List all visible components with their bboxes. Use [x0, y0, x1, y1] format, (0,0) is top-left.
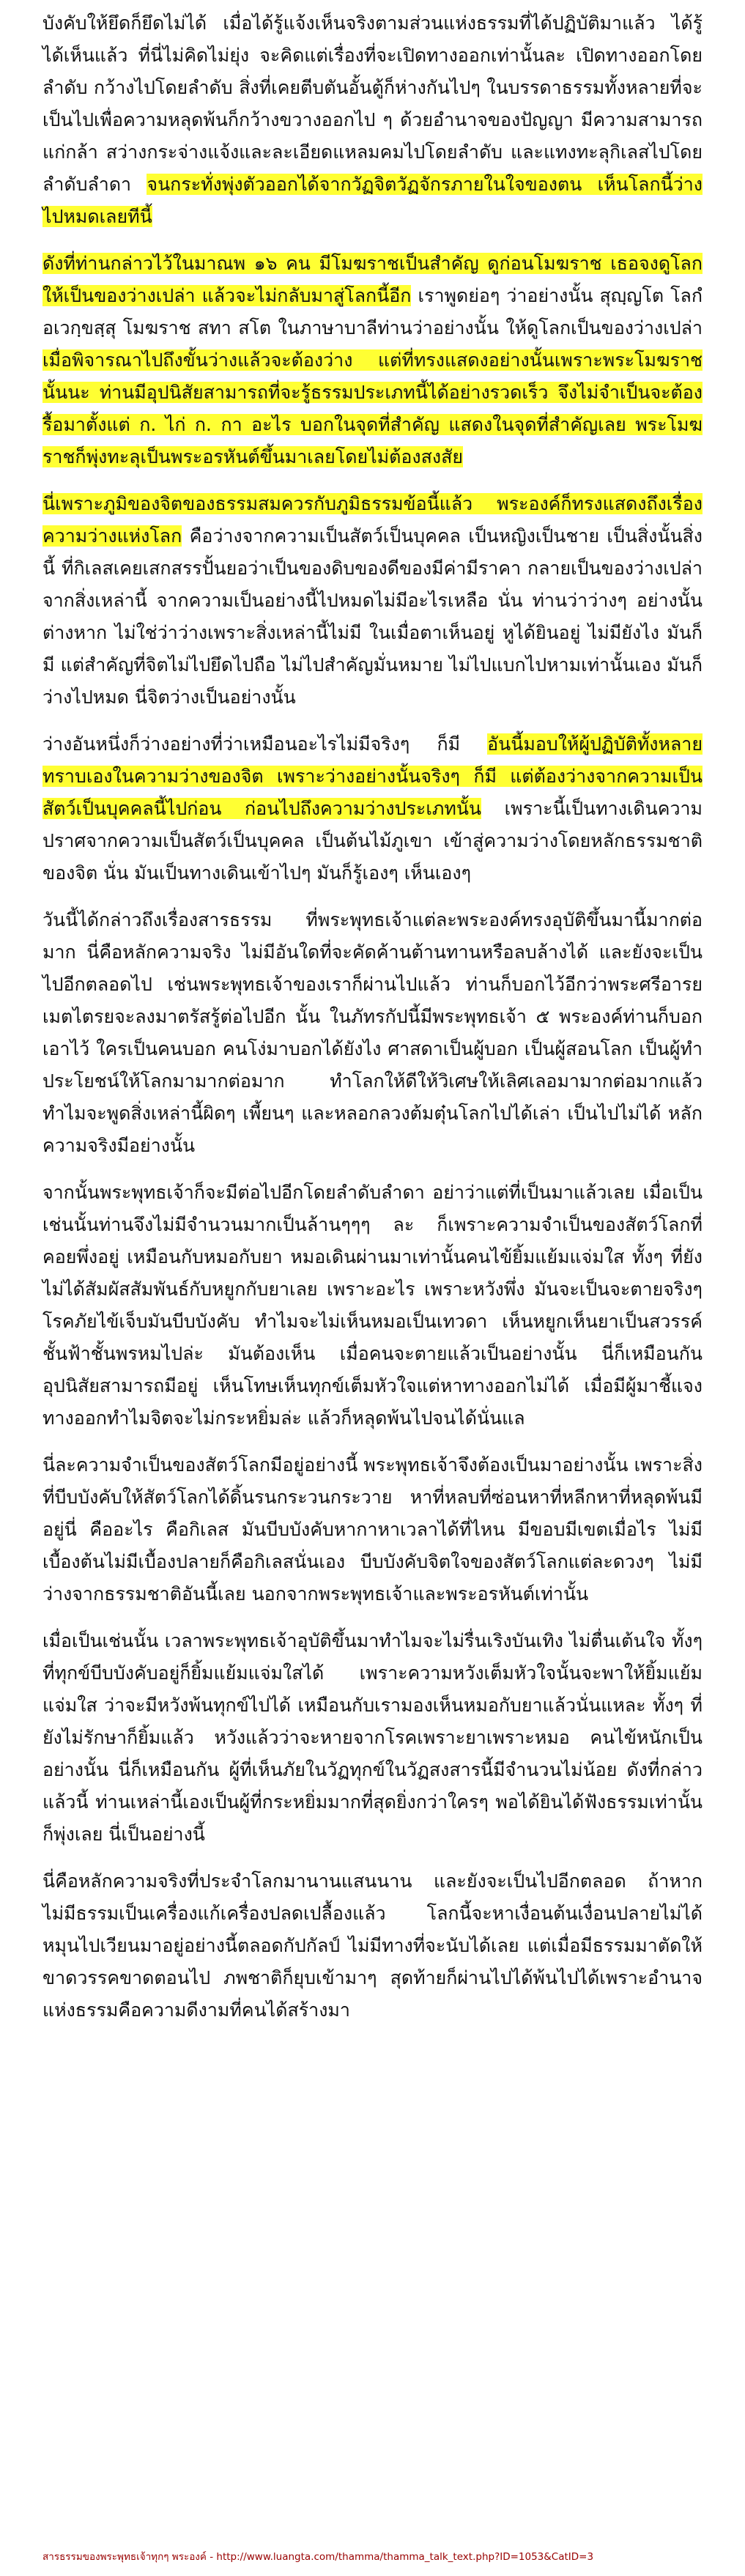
- paragraph-text: บังคับให้ยึดก็ยึดไม่ได้ เมื่อได้รู้แจ้งเห็นจริงตามส่วนแห่งธรรมที่ได้ปฏิบัติมาแล้ว ได้รู้ได้เห็นแล้ว ที่นี่ไม่คิดไม่ยุ่ง จะคิดแต่เรื่องที่จะเปิดทางออกเท่านั้นละ เปิดทางออกโดยลำดับ กว้างไปโดยลำดับ สิ่งที่เคยตีบตันอั้นตู้ก็ห่างกันไปๆ ในบรรดาธรรมทั้งหลายที่จะเป็นไปเพื่อความหลุดพ้นก็กว้างขวางออกไป ๆ ด้วยอำนาจของปัญญา มีความสามารถแก่กล้า สว่างกระจ่างแจ้งและละเอียดแหลมคมไปโดยลำดับ และแทงทะลุกิเลสไปโดยลำดับลำดา: [42, 12, 703, 195]
- highlighted-text: จนกระทั่งพุ่งตัวออกได้จากวัฏจิตวัฏจักรภายในใจของตน เห็นโลกนี้ว่างไปหมดเลยทีนี้: [42, 174, 703, 227]
- paragraph: [42, 1449, 703, 1610]
- paragraph: [42, 1625, 703, 1851]
- paragraph: [42, 904, 703, 1162]
- paragraph-text: เราพูดย่อๆ ว่าอย่างนั้น สุญฺญโต โลกํ อเวกฺขสฺสุ โมฆราช สทา สโต ในภาษาบาลีท่านว่าอย่างนั้น ให้ดูโลกเป็นของว่างเปล่า: [42, 285, 703, 338]
- paragraph-text: จากนั้นพระพุทธเจ้าก็จะมีต่อไปอีกโดยลำดับลำดา อย่าว่าแต่ที่เป็นมาแล้วเลย เมื่อเป็นเช่นนั้นท่านจึงไม่มีจำนวนมากเป็นล้านๆๆๆ ละ ก็เพราะความจำเป็นของสัตว์โลกที่คอยพึ่งอยู่ เหมือนกับหมอกับยา หมอเดินผ่านมาเท่านั้นคนไข้ยิ้มแย้มแจ่มใส ทั้งๆ ที่ยังไม่ได้สัมผัสสัมพันธ์กับหยูกกับยาเลย เพราะอะไร เพราะหวังพึ่ง มันจะเป็นจะตายจริงๆ โรคภัยไข้เจ็บมันบีบบังคับ ทำไมจะไม่เห็นหมอเป็นเทวดา เห็นหยูกเห็นยาเป็นสวรรค์ชั้นฟ้าชั้นพรหมไปล่ะ มันต้องเห็น เมื่อคนจะตายแล้วเป็นอย่างนั้น นี่ก็เหมือนกันอุปนิสัยสามารถมีอยู่ เห็นโทษเห็นทุกข์เต็มหัวใจแต่หาทางออกไม่ได้ เมื่อมีผู้มาชี้แจงทางออกทำไมจิตจะไม่กระหยิ่มล่ะ แล้วก็หลุดพ้นไปจนได้นั่นแล: [42, 1182, 703, 1429]
- highlighted-text: นี่เพราะภูมิของจิตของธรรมสมควรกับภูมิธรรมข้อนี้แล้ว พระองค์ก็ทรงแสดงถึงเรื่องความว่างแห่งโลก: [42, 493, 703, 547]
- highlighted-text: อันนี้มอบให้ผู้ปฏิบัติทั้งหลายทราบเองในความว่างของจิต เพราะว่างอย่างนั้นจริงๆ ก็มี แต่ต้องว่างจากความเป็นสัตว์เป็นบุคคลนี้ไปก่อน ก่อนไปถึงความว่างประเภทนั้น: [42, 733, 703, 819]
- highlighted-text: เมื่อพิจารณาไปถึงขั้นว่างแล้วจะต้องว่าง แต่ที่ทรงแสดงอย่างนั้นเพราะพระโมฆราชนั้นนะ ท่านมีอุปนิสัยสามารถที่จะรู้ธรรมประเภทนี้ได้อย่างรวดเร็ว จึงไม่จำเป็นจะต้องรื้อมาตั้งแต่ ก. ไก่ ก. กา อะไร บอกในจุดที่สำคัญ แสดงในจุดที่สำคัญเลย พระโมฆราชก็พุ่งทะลุเป็นพระอรหันต์ขึ้นมาเลยโดยไม่ต้องสงสัย: [42, 349, 703, 467]
- paragraph: [42, 728, 703, 889]
- paragraph-text: คือว่างจากความเป็นสัตว์เป็นบุคคล เป็นหญิงเป็นชาย เป็นสิ่งนั้นสิ่งนี้ ที่กิเลสเคยเสกสรรปั้นยอว่าเป็นของดิบของดีของมีค่ามีราคา กลายเป็นของว่างเปล่าจากสิ่งเหล่านี้ จากความเป็นอย่างนี้ไปหมดไม่มีอะไรเหลือ นั่น ท่านว่าว่างๆ อย่างนั้นต่างหาก ไม่ใช่ว่าว่างเพราะสิ่งเหล่านี้ไม่มี ในเมื่อตาเห็นอยู่ หูได้ยินอยู่ ไม่มียังไง มันก็มี แต่สำคัญที่จิตไม่ไปยึดไปถือ ไม่ไปสำคัญมั่นหมาย ไม่ไปแบกไปหามเท่านั้นเอง มันก็ว่างไปหมด นี่จิตว่างเป็นอย่างนั้น: [42, 525, 703, 708]
- paragraph: [42, 248, 703, 473]
- source-footer: สารธรรมของพระพุทธเจ้าทุกๆ พระองค์ - http://www.luangta.com/thamma/thamma_talk_text.php?ID=1053&CatID=3: [42, 2551, 594, 2563]
- paragraph: [42, 7, 703, 233]
- dhamma-article: [42, 7, 703, 2041]
- paragraph-text: ว่างอันหนึ่งก็ว่างอย่างที่ว่าเหมือนอะไรไม่มีจริงๆ ก็มี: [42, 733, 488, 755]
- highlighted-text: ดังที่ท่านกล่าวไว้ในมาณพ ๑๖ คน มีโมฆราชเป็นสำคัญ ดูก่อนโมฆราช เธอจงดูโลกให้เป็นของว่างเปล่า แล้วจะไม่กลับมาสู่โลกนี้อีก: [42, 253, 703, 306]
- paragraph-text: นี่คือหลักความจริงที่ประจำโลกมานานแสนนาน และยังจะเป็นไปอีกตลอด ถ้าหากไม่มีธรรมเป็นเครื่องแก้เครื่องปลดเปลื้องแล้ว โลกนี้จะหาเงื่อนต้นเงื่อนปลายไม่ได้ หมุนไปเวียนมาอยู่อย่างนี้ตลอดกัปกัลป์ ไม่มีทางที่จะนับได้เลย แต่เมื่อมีธรรมมาตัดให้ขาดวรรคขาดตอนไป ภพชาติก็ยุบเข้ามาๆ สุดท้ายก็ผ่านไปได้พ้นไปได้เพราะอำนาจแห่งธรรมคือความดีงามที่คนได้สร้างมา: [42, 1870, 703, 2021]
- paragraph-text: เพราะนี้เป็นทางเดินความปราศจากความเป็นสัตว์เป็นบุคคล เป็นต้นไม้ภูเขา เข้าสู่ความว่างโดยหลักธรรมชาติของจิต นั่น มันเป็นทางเดินเข้าไปๆ มันก็รู้เองๆ เห็นเองๆ: [42, 798, 703, 884]
- paragraph-text: วันนี้ได้กล่าวถึงเรื่องสารธรรม ที่พระพุทธเจ้าแต่ละพระองค์ทรงอุบัติขึ้นมานี้มากต่อมาก นี่คือหลักความจริง ไม่มีอันใดที่จะคัดค้านต้านทานหรือลบล้างได้ และยังจะเป็นไปอีกตลอดไป เช่นพระพุทธเจ้าของเราก็ผ่านไปแล้ว ท่านก็บอกไว้อีกว่าพระศรีอารยเมตไตรยจะลงมาตรัสรู้ต่อไปอีก นั้น ในภัทรกัปนี้มีพระพุทธเจ้า ๕ พระองค์ท่านก็บอกเอาไว้ ใครเป็นคนบอก คนโง่มาบอกได้ยังไง ศาสดาเป็นผู้บอก เป็นผู้สอนโลก เป็นผู้ทำประโยชน์ให้โลกมามากต่อมาก ทำโลกให้ดีให้วิเศษให้เลิศเลอมามากต่อมากแล้ว ทำไมจะพูดสิ่งเหล่านี้ผิดๆ เพี้ยนๆ และหลอกลวงต้มตุ๋นโลกไปได้เล่า เป็นไปไม่ได้ หลักความจริงมีอย่างนั้น: [42, 909, 703, 1156]
- paragraph-text: นี่ละความจำเป็นของสัตว์โลกมีอยู่อย่างนี้ พระพุทธเจ้าจึงต้องเป็นมาอย่างนั้น เพราะสิ่งที่บีบบังคับให้สัตว์โลกได้ดิ้นรนกระวนกระวาย หาที่หลบที่ซ่อนหาที่หลีกหาที่หลุดพ้นมีอยู่นี่ คืออะไร คือกิเลส มันบีบบังคับหากาหาเวลาได้ที่ไหน มีขอบมีเขตเมื่อไร ไม่มีเบื้องต้นไม่มีเบื้องปลายก็คือกิเลสนั่นเอง บีบบังคับจิตใจของสัตว์โลกแต่ละดวงๆ ไม่มีว่างจากธรรมชาติอันนี้เลย นอกจากพระพุทธเจ้าและพระอรหันต์เท่านั้น: [42, 1454, 703, 1605]
- paragraph: [42, 1177, 703, 1435]
- paragraph: [42, 1865, 703, 2027]
- paragraph-text: เมื่อเป็นเช่นนั้น เวลาพระพุทธเจ้าอุบัติขึ้นมาทำไมจะไม่รื่นเริงบันเทิง ไม่ตื่นเต้นใจ ทั้งๆ ที่ทุกข์บีบบังคับอยู่ก็ยิ้มแย้มแจ่มใสได้ เพราะความหวังเต็มหัวใจนั้นจะพาให้ยิ้มแย้มแจ่มใส ว่าจะมีหวังพ้นทุกข์ไปได้ เหมือนกับเรามองเห็นหมอกับยาแล้วนั่นแหละ ทั้งๆ ที่ยังไม่รักษาก็ยิ้มแล้ว หวังแล้วว่าจะหายจากโรคเพราะยาเพราะหมอ คนไข้หนักเป็นอย่างนั้น นี่ก็เหมือนกัน ผู้ที่เห็นภัยในวัฏทุกข์ในวัฏสงสารนี้มีจำนวนไม่น้อย ดังที่กล่าวแล้วนี้ ท่านเหล่านี้เองเป็นผู้ที่กระหยิ่มมากที่สุดยิ่งกว่าใครๆ พอได้ยินได้ฟังธรรมเท่านั้นก็พุ่งเลย นี่เป็นอย่างนี้: [42, 1630, 703, 1845]
- paragraph: [42, 488, 703, 714]
